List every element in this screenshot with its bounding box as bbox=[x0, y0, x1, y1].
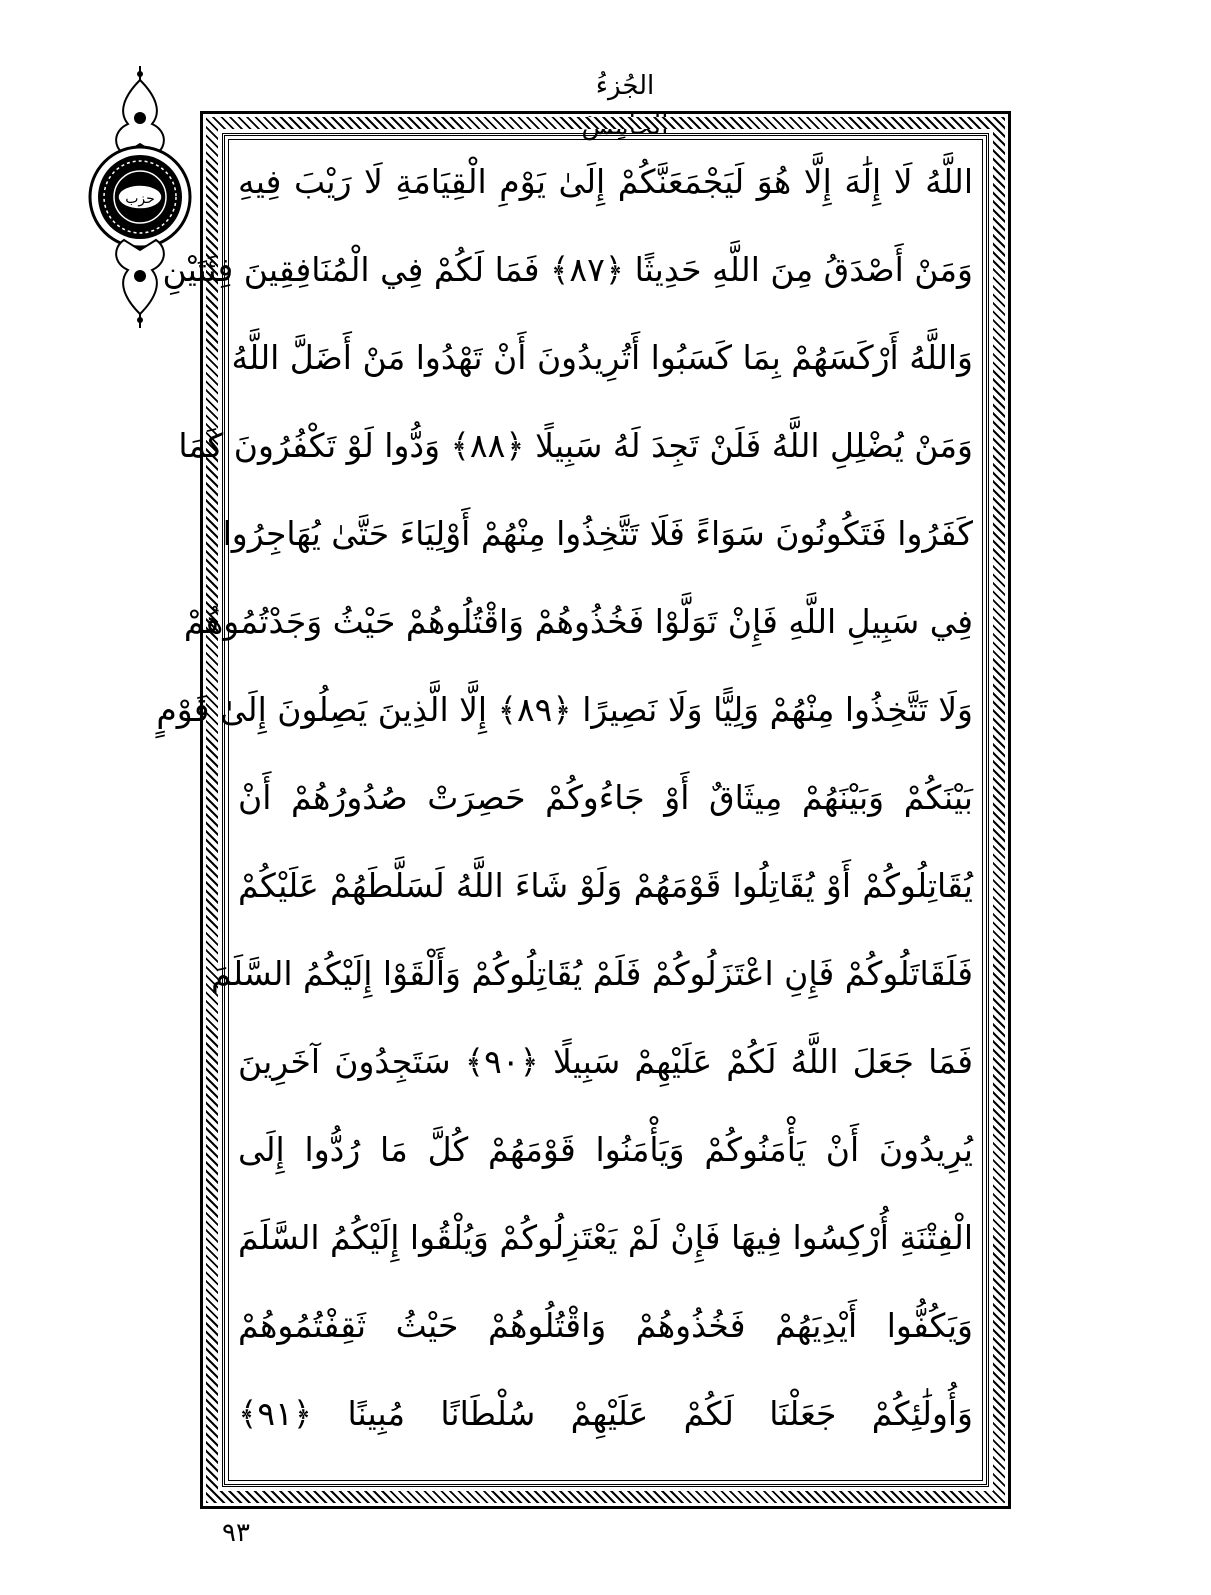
verse-line: كَفَرُوا فَتَكُونُونَ سَوَاءً فَلَا تَتَّخِذُوا مِنْهُمْ أَوْلِيَاءَ حَتَّىٰ يُهَاجِرُوا bbox=[222, 514, 973, 553]
verse-line: وَمَنْ أَصْدَقُ مِنَ اللَّهِ حَدِيثًا ﴿٨٧﴾ فَمَا لَكُمْ فِي الْمُنَافِقِينَ فِئَتَيْنِ bbox=[162, 250, 973, 289]
hizb-label: حزب bbox=[125, 191, 155, 207]
verse-line: وَمَنْ يُضْلِلِ اللَّهُ فَلَنْ تَجِدَ لَهُ سَبِيلًا ﴿٨٨﴾ وَدُّوا لَوْ تَكْفُرُونَ كَمَا bbox=[178, 426, 973, 465]
verse-line: اللَّهُ لَا إِلَٰهَ إِلَّا هُوَ لَيَجْمَعَنَّكُمْ إِلَىٰ يَوْمِ الْقِيَامَةِ لَا رَيْبَ فِيهِ bbox=[238, 162, 973, 201]
verse-line: فِي سَبِيلِ اللَّهِ فَإِنْ تَوَلَّوْا فَخُذُوهُمْ وَاقْتُلُوهُمْ حَيْثُ وَجَدْتُمُوهُمْ bbox=[183, 602, 973, 641]
verse-line: يُقَاتِلُوكُمْ أَوْ يُقَاتِلُوا قَوْمَهُمْ وَلَوْ شَاءَ اللَّهُ لَسَلَّطَهُمْ عَلَيْكُمْ bbox=[238, 866, 973, 905]
verse-text-block bbox=[156, 142, 973, 1472]
verse-line: وَيَكُفُّوا أَيْدِيَهُمْ فَخُذُوهُمْ وَاقْتُلُوهُمْ حَيْثُ ثَقِفْتُمُوهُمْ bbox=[238, 1306, 973, 1345]
page-number: ٩٣ bbox=[222, 1518, 250, 1548]
verse-line: وَاللَّهُ أَرْكَسَهُمْ بِمَا كَسَبُوا أَتُرِيدُونَ أَنْ تَهْدُوا مَنْ أَضَلَّ اللَّهُ bbox=[231, 338, 973, 377]
verse-line: وَأُولَٰئِكُمْ جَعَلْنَا لَكُمْ عَلَيْهِمْ سُلْطَانًا مُبِينًا ﴿٩١﴾ bbox=[238, 1394, 973, 1433]
verse-line: بَيْنَكُمْ وَبَيْنَهُمْ مِيثَاقٌ أَوْ جَاءُوكُمْ حَصِرَتْ صُدُورُهُمْ أَنْ bbox=[238, 778, 973, 817]
juz-title: الجُزءُ الخامِسُ bbox=[581, 71, 669, 141]
verse-line: فَلَقَاتَلُوكُمْ فَإِنِ اعْتَزَلُوكُمْ فَلَمْ يُقَاتِلُوكُمْ وَأَلْقَوْا إِلَيْكُمُ السَّلَمَ bbox=[211, 954, 973, 993]
verse-line: الْفِتْنَةِ أُرْكِسُوا فِيهَا فَإِنْ لَمْ يَعْتَزِلُوكُمْ وَيُلْقُوا إِلَيْكُمُ السَّلَمَ bbox=[238, 1218, 973, 1257]
verse-line: يُرِيدُونَ أَنْ يَأْمَنُوكُمْ وَيَأْمَنُوا قَوْمَهُمْ كُلَّ مَا رُدُّوا إِلَى bbox=[238, 1130, 973, 1169]
verse-line: فَمَا جَعَلَ اللَّهُ لَكُمْ عَلَيْهِمْ سَبِيلًا ﴿٩٠﴾ سَتَجِدُونَ آخَرِينَ bbox=[238, 1042, 973, 1081]
verse-line: وَلَا تَتَّخِذُوا مِنْهُمْ وَلِيًّا وَلَا نَصِيرًا ﴿٨٩﴾ إِلَّا الَّذِينَ يَصِلُونَ إِلَىٰ قَوْمٍ bbox=[156, 690, 973, 729]
